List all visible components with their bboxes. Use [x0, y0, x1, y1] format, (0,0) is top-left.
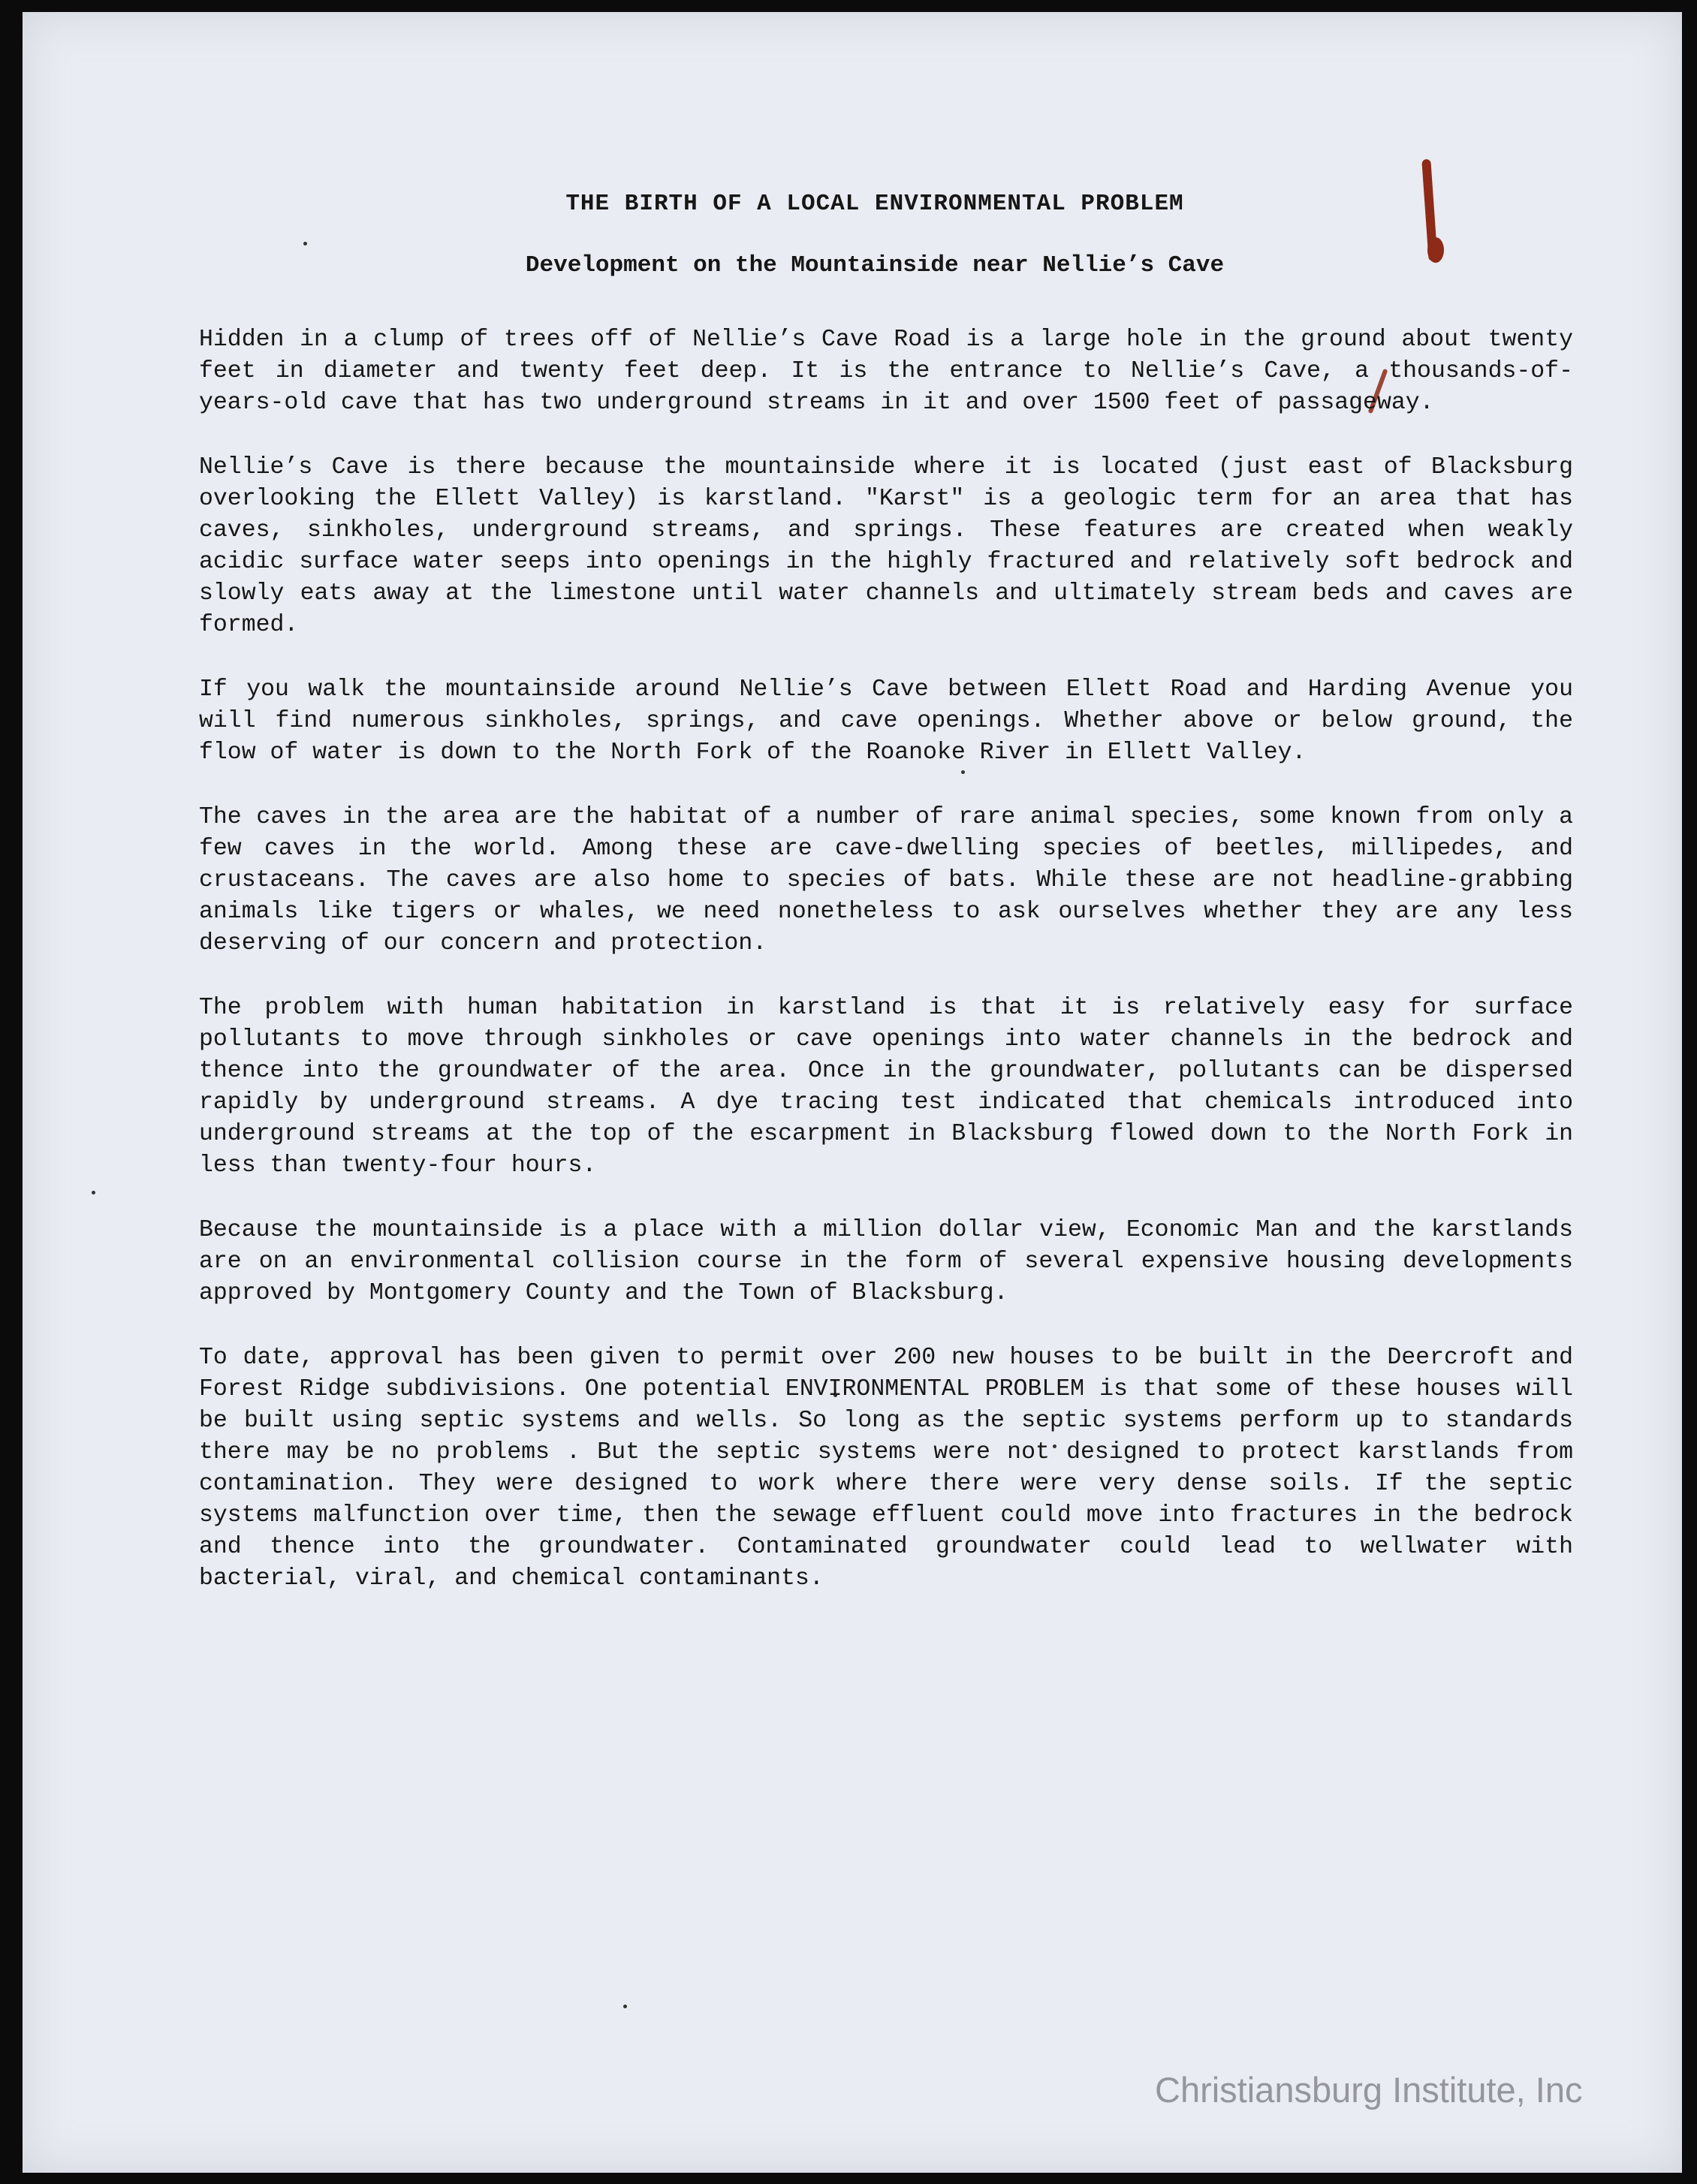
paragraph: To date, approval has been given to permit over 200 new houses to be built in the Deercroft and Forest Ridge subdivisions. One potential ENVIRONMENTAL PROBLEM is that some of these houses will be built using septic systems and wells. So long as the septic systems perform up to standards there may be no problems . But the septic systems were not designed to protect karstlands from contamination. They were designed to work where there were very dense soils. If the septic systems malfunction over time, then the sewage effluent could move into fractures in the bedrock and thence into the groundwater. Contaminated groundwater could lead to wellwater with bacterial, viral, and chemical contaminants.	[199, 1345, 1573, 1592]
paragraph: The caves in the area are the habitat of a number of rare animal species, some known from only a few caves in the world. Among these are cave-dwelling species of beetles, millipedes, and crustaceans. The caves are also home to species of bats. While these are not headline-grabbing animals like tigers or whales, we need nonetheless to ask ourselves whether they are any less deserving of our concern and protection.	[199, 804, 1573, 956]
typed-letter	[176, 179, 1573, 1595]
page-title: THE BIRTH OF A LOCAL ENVIRONMENTAL PROBLEM	[565, 191, 1184, 217]
paragraph: If you walk the mountainside around Nellie’s Cave between Ellett Road and Harding Avenue you will find numerous sinkholes, springs, and cave openings. Whether above or below ground, the flow of water is down to the North Fork of the Roanoke River in Ellett Valley.	[199, 676, 1573, 766]
paragraph: Because the mountainside is a place with a million dollar view, Economic Man and the karstlands are on an environmental collision course in the form of several expensive housing developments approved by Montgomery County and the Town of Blacksburg.	[199, 1217, 1573, 1306]
page-subtitle: Development on the Mountainside near Nellie’s Cave	[525, 252, 1225, 279]
paper-speck	[623, 2005, 627, 2008]
paragraph: The problem with human habitation in karstland is that it is relatively easy for surface pollutants to move through sinkholes or cave openings into water channels in the bedrock and thence into the groundwater of the area. Once in the groundwater, pollutants can be dispersed rapidly by underground streams. A dye tracing test indicated that chemicals introduced into underground streams at the top of the escarpment in Blacksburg flowed down to the North Fork in less than twenty-four hours.	[199, 995, 1573, 1179]
watermark: Christiansburg Institute, Inc	[1155, 2070, 1583, 2110]
document-page	[23, 12, 1682, 2173]
paragraph: Hidden in a clump of trees off of Nellie’s Cave Road is a large hole in the ground about twenty feet in diameter and twenty feet deep. It is the entrance to Nellie’s Cave, a thousands-of-years-old cave that has two underground streams in it and over 1500 feet of passageway.	[199, 327, 1573, 416]
paragraph: Nellie’s Cave is there because the mountainside where it is located (just east of Blacksburg overlooking the Ellett Valley) is karstland. "Karst" is a geologic term for an area that has caves, sinkholes, underground streams, and springs. These features are created when weakly acidic surface water seeps into openings in the highly fractured and relatively soft bedrock and slowly eats away at the limestone until water channels and ultimately stream beds and caves are formed.	[199, 454, 1573, 638]
paper-speck	[92, 1191, 95, 1194]
